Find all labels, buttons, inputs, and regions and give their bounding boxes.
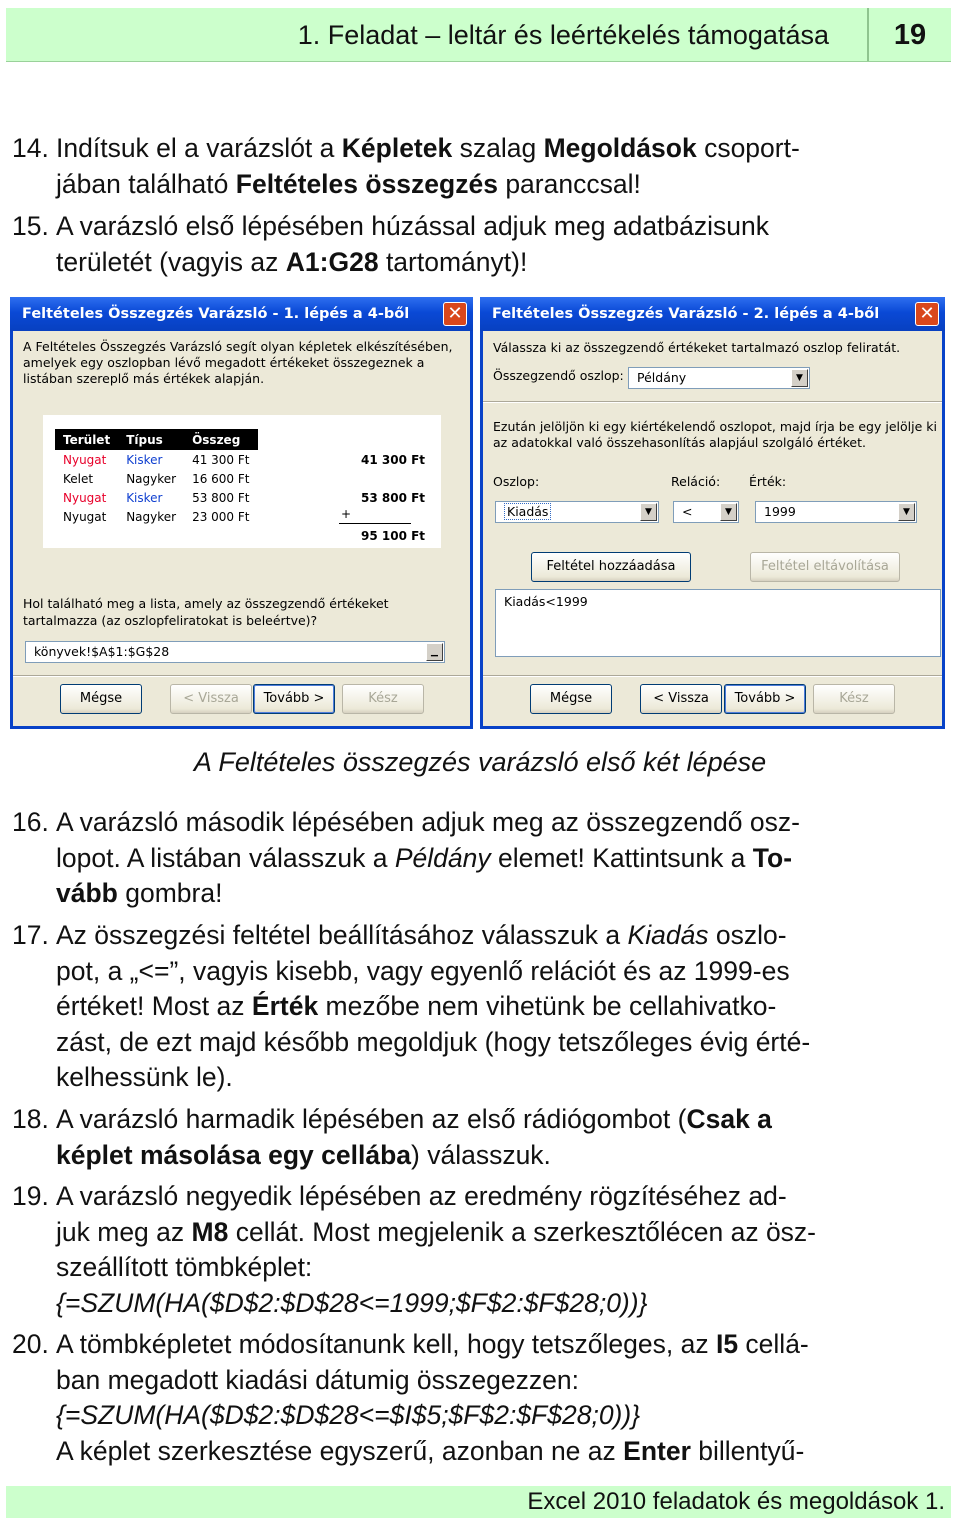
close-icon[interactable]: ✕: [443, 302, 467, 326]
sum-divider: [339, 523, 411, 524]
plus-sign: +: [341, 507, 352, 521]
step-text: A varázsló első lépésében húzással adjuk meg adatbázisunk: [56, 211, 770, 241]
instruction-1: Válassza ki az összegzendő értékeket tartalmazó oszlop feliratát.: [493, 340, 901, 355]
range-value: könyvek!$A$1:$G$28: [34, 644, 170, 659]
chevron-down-icon[interactable]: ▼: [720, 503, 737, 521]
divider: [13, 675, 470, 677]
step-number: 14.: [12, 133, 49, 163]
total-value: 95 100 Ft: [361, 529, 426, 543]
bold-text: vább: [56, 878, 118, 908]
column-value: Kiadás: [504, 503, 551, 520]
step-number: 16.: [12, 807, 49, 837]
step-number: 18.: [12, 1104, 49, 1134]
table-cell: Kelet: [63, 471, 94, 486]
collapse-dialog-icon[interactable]: ▁: [426, 643, 443, 661]
question-line: Hol található meg a lista, amely az összegzendő értékeket: [23, 596, 389, 611]
chevron-down-icon[interactable]: ▼: [640, 503, 657, 521]
chevron-down-icon[interactable]: ▼: [791, 369, 808, 387]
sample-table: [55, 429, 258, 526]
relation-select[interactable]: [673, 501, 739, 523]
question-line: tartalmazza (az oszlopfeliratokat is beleértve)?: [23, 613, 318, 628]
figure-caption: A Feltételes összegzés varázsló első két lépése: [193, 747, 767, 777]
step-15: [12, 209, 942, 280]
step-text: gombra!: [117, 878, 223, 908]
step-text: lopot. A listában válasszuk a: [56, 842, 395, 873]
bold-text: A1:G28: [285, 246, 379, 277]
step-text: cellát. Most megjelenik a szerkesztőlécen az ösz-: [228, 1216, 817, 1247]
step-text: pot, a „<=”, vagyis kisebb, vagy egyenlő relációt és az 1999-es: [56, 955, 790, 986]
step-20: [12, 1327, 942, 1469]
step-text: A képlet szerkesztése egyszerű, azonban ne az: [56, 1435, 624, 1466]
step-text: A varázsló harmadik lépésében az első rádiógombot (: [56, 1104, 687, 1134]
step-text: A varázsló második lépésében adjuk meg az összegzendő osz-: [56, 807, 800, 837]
bold-text: Megoldások: [543, 133, 697, 163]
step-text: cellá-: [738, 1329, 809, 1359]
step-text: tartományt)!: [378, 246, 528, 277]
step-number: 17.: [12, 920, 49, 950]
table-cell: 41 300 Ft: [192, 452, 250, 467]
page-number: 19: [893, 19, 927, 51]
range-question: [23, 595, 389, 629]
table-row: [55, 488, 258, 507]
step-text: szalag: [452, 133, 544, 163]
next-button[interactable]: Tovább >: [253, 684, 335, 714]
table-cell: Nagyker: [126, 471, 177, 486]
italic-text: Példány: [394, 842, 491, 873]
sum-value-2: 53 800 Ft: [361, 491, 426, 505]
relation-value: <: [682, 504, 693, 519]
step-text: zást, de ezt majd később megoldjuk (hogy tetszőleges évig érté-: [56, 1026, 811, 1057]
table-cell: Nyugat: [63, 509, 107, 524]
step-16: [12, 805, 942, 912]
table-cell: 23 000 Ft: [192, 509, 250, 524]
relation-label: Reláció:: [671, 474, 721, 489]
table-cell: Nyugat: [63, 452, 107, 467]
step-text: Az összegzési feltétel beállításához válasszuk a: [56, 920, 628, 950]
step-text: oszlo-: [708, 920, 787, 950]
table-row: [55, 507, 258, 526]
step-text: szeállított tömbképlet:: [56, 1252, 313, 1282]
step-text: Indítsuk el a varázslót a: [56, 133, 342, 163]
step-number: 19.: [12, 1181, 49, 1211]
italic-text: Kiadás: [627, 920, 709, 950]
column-header: Összeg: [184, 429, 257, 450]
close-icon[interactable]: ✕: [915, 302, 939, 326]
bold-text: I5: [715, 1329, 739, 1359]
dialog-title: Feltételes Összegzés Varázsló - 1. lépés a 4-ből: [22, 306, 410, 322]
array-formula: {=SZUM(HA($D$2:$D$28<=$I$5;$F$2:$F$28;0))}: [56, 1400, 641, 1430]
intro-line: amelyek egy oszlopban lévő megadott értékeket összegeznek a: [23, 355, 425, 370]
step-text: elemet! Kattintsunk a: [490, 842, 753, 873]
table-cell: 16 600 Ft: [192, 471, 250, 486]
value-select[interactable]: [755, 501, 917, 523]
table-cell: Nyugat: [63, 490, 107, 505]
page-footer: Excel 2010 feladatok és megoldások 1.: [6, 1486, 951, 1518]
intro-text: [23, 339, 452, 387]
value-label: Érték:: [749, 474, 787, 489]
next-button[interactable]: Tovább >: [724, 684, 806, 714]
title-bar: [10, 297, 473, 331]
value-value: 1999: [764, 504, 796, 519]
array-formula: {=SZUM(HA($D$2:$D$28<=1999;$F$2:$F$28;0))}: [56, 1287, 648, 1318]
column-header: Típus: [118, 429, 184, 450]
table-cell: Kisker: [126, 490, 163, 505]
table-cell: Kisker: [126, 452, 163, 467]
intro-line: listában szereplő más értékek alapján.: [23, 371, 265, 386]
column-label: Oszlop:: [493, 474, 540, 489]
step-text: A varázsló negyedik lépésében az eredmény rögzítéséhez ad-: [56, 1181, 787, 1211]
title-bar: [480, 297, 945, 331]
instruction-line: Ezután jelöljön ki egy kiértékelendő oszlopot, majd írja be egy jelölje ki: [493, 419, 937, 434]
step-number: 20.: [12, 1329, 49, 1359]
step-19: [12, 1179, 942, 1321]
step-text: kelhessünk le).: [56, 1062, 233, 1092]
sample-illustration: [43, 415, 441, 548]
chapter-title: 1. Feladat – leltár és leértékelés támogatása: [297, 20, 829, 50]
table-cell: Nagyker: [126, 509, 177, 524]
bold-text: To-: [752, 842, 793, 873]
instruction-2: [493, 419, 937, 451]
list-item[interactable]: Kiadás<1999: [504, 594, 588, 609]
step-14: [12, 131, 942, 202]
step-text: ) válasszuk.: [411, 1139, 551, 1170]
step-text: billentyű-: [690, 1435, 805, 1466]
bold-text: Csak a: [686, 1104, 772, 1134]
step-text: értéket! Most az: [56, 991, 252, 1021]
bold-text: Enter: [623, 1435, 691, 1466]
back-button[interactable]: < Vissza: [170, 684, 252, 714]
table-cell: 53 800 Ft: [192, 490, 250, 505]
sum-column-value: Példány: [637, 370, 687, 385]
wizard-step2-dialog: [480, 297, 945, 729]
finish-button[interactable]: Kész: [342, 684, 424, 714]
sum-value-1: 41 300 Ft: [361, 453, 426, 467]
table-row: [55, 450, 258, 469]
step-text: jában található: [56, 168, 236, 199]
cancel-button[interactable]: Mégse: [60, 684, 142, 714]
bold-text: Érték: [251, 991, 319, 1021]
conditions-list[interactable]: [495, 589, 941, 657]
step-18: [12, 1102, 942, 1173]
step-number: 15.: [12, 211, 49, 241]
page-header: [6, 8, 951, 62]
cancel-button[interactable]: Mégse: [530, 684, 612, 714]
step-text: területét (vagyis az: [56, 246, 286, 277]
chevron-down-icon[interactable]: ▼: [898, 503, 915, 521]
range-input[interactable]: [25, 641, 445, 663]
add-condition-button[interactable]: Feltétel hozzáadása: [531, 552, 691, 582]
bold-text: Feltételes összegzés: [235, 168, 498, 199]
dialog-title: Feltételes Összegzés Varázsló - 2. lépés a 4-ből: [492, 306, 880, 322]
finish-button[interactable]: Kész: [813, 684, 895, 714]
step-text: juk meg az: [56, 1216, 192, 1247]
step-text: mezőbe nem vihetünk be cellahivatko-: [318, 991, 777, 1021]
step-text: A tömbképletet módosítanunk kell, hogy tetszőleges, az: [56, 1329, 716, 1359]
step-text: ban megadott kiadási dátumig összegezzen:: [56, 1364, 579, 1395]
step-text: paranccsal!: [497, 168, 641, 199]
instruction-line: az adatokkal való összehasonlítás alapjául szolgáló értéket.: [493, 435, 866, 450]
divider: [483, 675, 942, 677]
intro-line: A Feltételes Összegzés Varázsló segít olyan képletek elkészítésében,: [23, 339, 453, 354]
step-text: csoport-: [696, 133, 800, 163]
wizard-step1-dialog: [10, 297, 473, 729]
bold-text: M8: [191, 1216, 229, 1247]
divider: [483, 401, 942, 403]
bold-text: képlet másolása egy cellába: [56, 1139, 412, 1170]
column-header: Terület: [55, 429, 118, 450]
back-button[interactable]: < Vissza: [640, 684, 722, 714]
step-17: [12, 918, 942, 1096]
table-row: [55, 469, 258, 488]
bold-text: Képletek: [341, 133, 453, 163]
column-select[interactable]: [495, 501, 659, 523]
sum-column-label: Összegzendő oszlop:: [493, 368, 624, 383]
sum-column-select[interactable]: [628, 367, 810, 389]
remove-condition-button[interactable]: Feltétel eltávolítása: [750, 552, 900, 582]
